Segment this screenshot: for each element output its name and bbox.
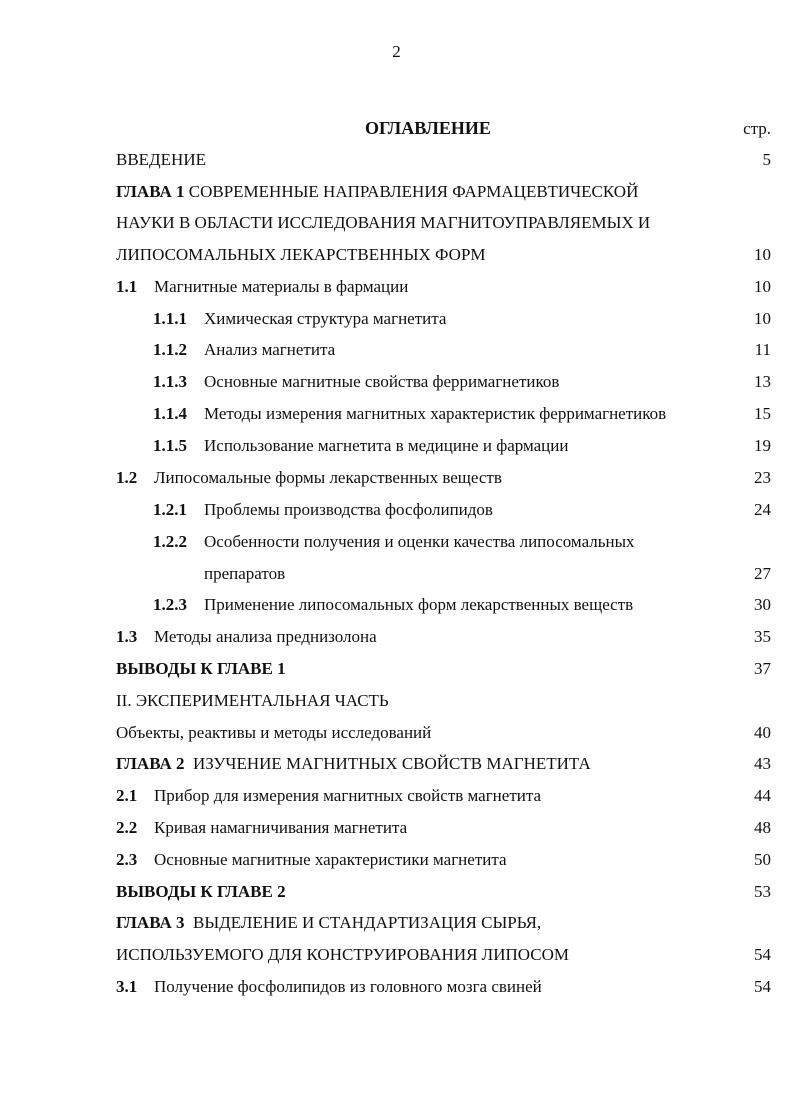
- toc-entry-label: Кривая намагничивания магнетита: [154, 818, 408, 837]
- toc-entry-introduction: [116, 150, 206, 170]
- toc-entry-page: 43: [754, 754, 771, 773]
- toc-entry-label: ИЗУЧЕНИЕ МАГНИТНЫХ СВОЙСТВ МАГНЕТИТА: [184, 754, 591, 773]
- toc-entry-page: 27: [754, 564, 771, 583]
- toc-entry-page: 15: [754, 404, 771, 423]
- section-number: 1.3: [116, 627, 138, 646]
- toc-entry-conclusions-1: ВЫВОДЫ К ГЛАВЕ 1: [116, 659, 286, 678]
- toc-entry-3-1: [116, 977, 542, 997]
- toc-entry-1-2-1: [153, 500, 493, 520]
- toc-title: ОГЛАВЛЕНИЕ: [365, 118, 491, 138]
- toc-entry-label-line-3: ЛИПОСОМАЛЬНЫХ ЛЕКАРСТВЕННЫХ ФОРМ: [116, 245, 486, 264]
- chapter-prefix: ГЛАВА 3: [116, 913, 185, 932]
- toc-entry-label: Проблемы производства фосфолипидов: [204, 500, 493, 519]
- toc-entry-label-line-1: Особенности получения и оценки качества липосомальных: [204, 532, 635, 551]
- toc-entry-label-line-2: НАУКИ В ОБЛАСТИ ИССЛЕДОВАНИЯ МАГНИТОУПРАВЛЯЕМЫХ И: [116, 213, 651, 232]
- section-number: 2.1: [116, 786, 138, 805]
- toc-entry-label: Липосомальные формы лекарственных веществ: [154, 468, 502, 487]
- toc-entry-page: 50: [754, 850, 771, 869]
- toc-entry-1-1: [116, 277, 408, 297]
- toc-entry-conclusions-2: ВЫВОДЫ К ГЛАВЕ 2: [116, 882, 286, 901]
- toc-entry-label: Химическая структура магнетита: [204, 309, 447, 328]
- toc-entry-1-2-2: [153, 532, 635, 552]
- toc-entry-label: Методы анализа преднизолона: [154, 627, 377, 646]
- toc-entry-1-1-2: [153, 340, 335, 360]
- section-number: 1.2.1: [153, 500, 187, 519]
- toc-entry-2-2: [116, 818, 407, 838]
- section-number: 3.1: [116, 977, 138, 996]
- toc-entry-label: Получение фосфолипидов из головного мозга свиней: [154, 977, 542, 996]
- toc-entry-label-line-2: ИСПОЛЬЗУЕМОГО ДЛЯ КОНСТРУИРОВАНИЯ ЛИПОСОМ: [116, 945, 569, 964]
- toc-entry-1-1-4: [153, 404, 666, 424]
- page-number: 2: [392, 42, 401, 61]
- toc-entry-label: Основные магнитные характеристики магнетита: [154, 850, 507, 869]
- toc-entry-page: 24: [754, 500, 771, 519]
- toc-entry-page: 35: [754, 627, 771, 646]
- toc-entry-page: 19: [754, 436, 771, 455]
- chapter-prefix: ГЛАВА 1: [116, 182, 185, 201]
- toc-entry-experimental-part: II. ЭКСПЕРИМЕНТАЛЬНАЯ ЧАСТЬ: [116, 691, 389, 710]
- toc-entry-1-1-1: [153, 309, 446, 329]
- toc-entry-2-3: [116, 850, 507, 870]
- toc-entry-page: 10: [754, 309, 771, 328]
- section-number: 1.2.3: [153, 595, 187, 614]
- toc-entry-label: Основные магнитные свойства ферримагнетиков: [204, 372, 560, 391]
- toc-entry-page: 54: [754, 945, 771, 964]
- toc-entry-page: 5: [762, 150, 771, 169]
- toc-entry-label: ВВЕДЕНИЕ: [116, 150, 206, 169]
- section-number: 2.2: [116, 818, 138, 837]
- toc-entry-1-2: [116, 468, 502, 488]
- toc-entry-objects-methods: Объекты, реактивы и методы исследований: [116, 723, 432, 742]
- toc-entry-page: 54: [754, 977, 771, 996]
- toc-entry-1-2-3: [153, 595, 633, 615]
- toc-entry-1-1-3: [153, 372, 559, 392]
- toc-entry-2-1: [116, 786, 541, 806]
- section-number: 1.1.5: [153, 436, 187, 455]
- toc-entry-page: 48: [754, 818, 771, 837]
- toc-entry-page: 37: [754, 659, 771, 678]
- section-number: 1.1.2: [153, 340, 187, 359]
- toc-entry-page: 10: [754, 277, 771, 296]
- toc-entry-page: 13: [754, 372, 771, 391]
- toc-entry-page: 40: [754, 723, 771, 742]
- section-number: 2.3: [116, 850, 138, 869]
- toc-entry-label: Применение липосомальных форм лекарственных веществ: [204, 595, 634, 614]
- toc-entry-chapter-3: [116, 913, 541, 933]
- toc-entry-label-line-2: препаратов: [204, 564, 286, 583]
- toc-entry-label: Использование магнетита в медицине и фармации: [204, 436, 569, 455]
- section-number: 1.2: [116, 468, 138, 487]
- toc-entry-label-line-1: ВЫДЕЛЕНИЕ И СТАНДАРТИЗАЦИЯ СЫРЬЯ,: [184, 913, 542, 932]
- toc-entry-label: Магнитные материалы в фармации: [154, 277, 409, 296]
- toc-entry-label: Методы измерения магнитных характеристик ферримагнетиков: [204, 404, 667, 423]
- toc-entry-page: 11: [754, 340, 771, 359]
- toc-entry-page: 10: [754, 245, 771, 264]
- toc-entry-page: 53: [754, 882, 771, 901]
- toc-entry-label: Анализ магнетита: [204, 340, 336, 359]
- toc-entry-label-line-1: СОВРЕМЕННЫЕ НАПРАВЛЕНИЯ ФАРМАЦЕВТИЧЕСКОЙ: [184, 182, 639, 201]
- toc-entry-1-1-5: [153, 436, 568, 456]
- toc-entry-page: 44: [754, 786, 771, 805]
- toc-entry-page: 23: [754, 468, 771, 487]
- toc-entry-chapter-2: [116, 754, 591, 774]
- page-column-header: стр.: [743, 119, 771, 138]
- chapter-prefix: ГЛАВА 2: [116, 754, 185, 773]
- section-number: 1.1.4: [153, 404, 187, 423]
- section-number: 1.1.1: [153, 309, 187, 328]
- section-number: 1.1: [116, 277, 138, 296]
- toc-entry-label: Прибор для измерения магнитных свойств магнетита: [154, 786, 542, 805]
- section-number: 1.1.3: [153, 372, 187, 391]
- section-number: 1.2.2: [153, 532, 187, 551]
- toc-entry-chapter-1: [116, 182, 638, 202]
- toc-entry-page: 30: [754, 595, 771, 614]
- toc-entry-1-3: [116, 627, 377, 647]
